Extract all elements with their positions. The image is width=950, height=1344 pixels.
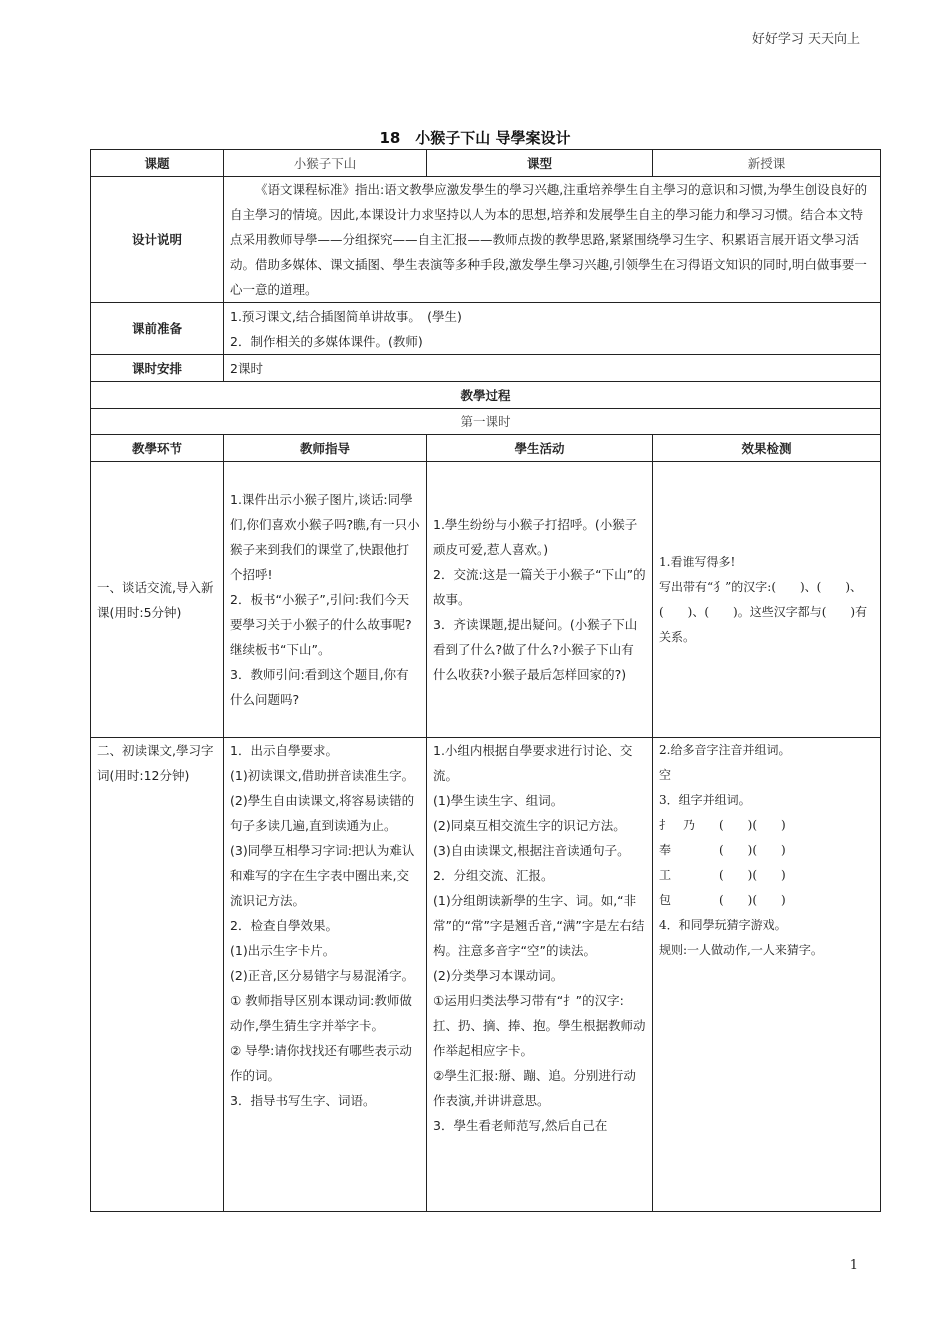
process-title: 教學过程	[91, 382, 881, 409]
teacher-line: (1)初读课文,借助拼音读准生字。	[230, 768, 415, 783]
student-line: 3．學生看老师范写,然后自己在	[433, 1118, 608, 1133]
column-header: 教學环节	[91, 435, 224, 462]
check-line: 规则:一人做动作,一人来猜字。	[659, 943, 823, 957]
design-label: 设计说明	[91, 177, 224, 303]
check-line: 包 ( )( )	[659, 893, 786, 907]
schedule-value: 2课时	[224, 355, 881, 382]
type-label: 课型	[427, 150, 653, 177]
check-line: 3．组字并组词。	[659, 793, 751, 807]
student-line: ②學生汇报:掰、蹦、追。分别进行动作表演,并讲讲意思。	[433, 1068, 636, 1108]
teacher-line: 2．检查自學效果。	[230, 918, 338, 933]
teacher-line: (3)同學互相學习字词:把认为难认和难写的字在生字表中圈出来,交流识记方法。	[230, 843, 415, 908]
lesson-label: 课题	[91, 150, 224, 177]
student-line: (3)自由读课文,根据注音读通句子。	[433, 843, 630, 858]
stage-cell: 一、谈话交流,导入新课(用时:5分钟)	[91, 462, 224, 738]
teacher-line: (1)出示生字卡片。	[230, 943, 336, 958]
check-cell	[653, 462, 881, 738]
teacher-line: 3．指导书写生字、词语。	[230, 1093, 376, 1108]
column-header: 效果检测	[653, 435, 881, 462]
student-line: (1)學生读生字、组词。	[433, 793, 564, 808]
student-line: 1.小组内根据自學要求进行讨论、交流。	[433, 743, 633, 783]
student-line: (1)分组朗读新學的生字、词。如,“非常”的“常”字是翘舌音,“满”字是左右结构。注意多音字“空”的读法。	[433, 893, 645, 958]
teacher-line: 1.课件出示小猴子图片,谈话:同學们,你们喜欢小猴子吗?瞧,有一只小猴子来到我们的课堂了,快跟他打个招呼!	[230, 492, 420, 582]
prep-label: 课前准备	[91, 303, 224, 355]
teacher-cell	[224, 738, 427, 1212]
check-cell	[653, 738, 881, 1212]
header-note: 好好学习 天天向上	[751, 32, 860, 47]
column-header: 教师指导	[224, 435, 427, 462]
period-label: 第一课时	[91, 409, 881, 435]
stage-cell: 二、初读课文,學习字词(用时:12分钟)	[91, 738, 224, 1212]
teacher-line: ① 教师指导区别本课动词:教师做动作,學生猜生字并举字卡。	[230, 993, 412, 1033]
check-line: 扌 乃 ( )( )	[659, 818, 786, 832]
check-line: 4．和同學玩猜字游戏。	[659, 918, 787, 932]
check-line: 空	[659, 768, 672, 782]
check-line: 写出带有“犭”的汉字:( )、( )、( )、( )。这些汉字都与( )有关系。	[659, 579, 868, 644]
check-line: 工 ( )( )	[659, 868, 786, 882]
student-line: 3．齐读课题,提出疑问。(小猴子下山看到了什么?做了什么?小猴子下山有什么收获?小猴子最后怎样回家的?)	[433, 617, 638, 682]
design-text: 《语文课程标准》指出:语文教學应激发學生的學习兴趣,注重培养學生自主學习的意识和习惯,为學生创设良好的自主學习的情境。因此,本课设计力求坚持以人为本的思想,培养和发展學生自主的學习能力和學习习惯。结合本文特点采用教师导學——分组探究——自主汇报——教师点拨的教學思路,紧紧围绕學习生字、积累语言展开语文學习活动。借助多媒体、课文插图、學生表演等多种手段,激发學生學习兴趣,引领學生在习得语文知识的同时,明白做事要一心一意的道理。	[224, 177, 881, 303]
teacher-cell	[224, 462, 427, 738]
check-line: 奉 ( )( )	[659, 843, 786, 857]
student-line: 2．分组交流、汇报。	[433, 868, 554, 883]
student-cell	[427, 738, 653, 1212]
column-header: 學生活动	[427, 435, 653, 462]
student-line: 2．交流:这是一篇关于小猴子“下山”的故事。	[433, 567, 646, 607]
prep-content	[224, 303, 881, 355]
student-line: ①运用归类法學习带有“扌”的汉字:扛、扔、摘、捧、抱。學生根据教师动作举起相应字卡。	[433, 993, 646, 1058]
document-title: 18 小猴子下山 导學案设计	[379, 129, 571, 147]
page-number: 1	[849, 1258, 858, 1273]
teacher-line: ② 导學:请你找找还有哪些表示动作的词。	[230, 1043, 412, 1083]
table-row	[91, 462, 881, 738]
teacher-line: 1．出示自學要求。	[230, 743, 338, 758]
teacher-line: 2．板书“小猴子”,引问:我们今天要學习关于小猴子的什么故事呢?继续板书“下山”。	[230, 592, 412, 657]
teacher-line: 3．教师引问:看到这个题目,你有什么问题吗?	[230, 667, 409, 707]
schedule-label: 课时安排	[91, 355, 224, 382]
student-line: 1.學生纷纷与小猴子打招呼。(小猴子顽皮可爱,惹人喜欢。)	[433, 517, 638, 557]
teacher-line: (2)學生自由读课文,将容易读错的句子多读几遍,直到读通为止。	[230, 793, 415, 833]
lesson-value: 小猴子下山	[224, 150, 427, 177]
teacher-line: (2)正音,区分易错字与易混淆字。	[230, 968, 415, 983]
table-row	[91, 738, 881, 1212]
student-cell	[427, 462, 653, 738]
student-line: (2)同桌互相交流生字的识记方法。	[433, 818, 626, 833]
student-line: (2)分类學习本课动词。	[433, 968, 564, 983]
type-value: 新授课	[653, 150, 881, 177]
prep-line: 2．制作相关的多媒体课件。(教师)	[230, 333, 423, 349]
check-line: 1.看谁写得多!	[659, 554, 736, 569]
lesson-plan-table	[90, 149, 881, 1212]
check-line: 2.给多音字注音并组词。	[659, 743, 791, 757]
prep-line: 1.预习课文,结合插图简单讲故事。 (學生)	[230, 308, 462, 324]
